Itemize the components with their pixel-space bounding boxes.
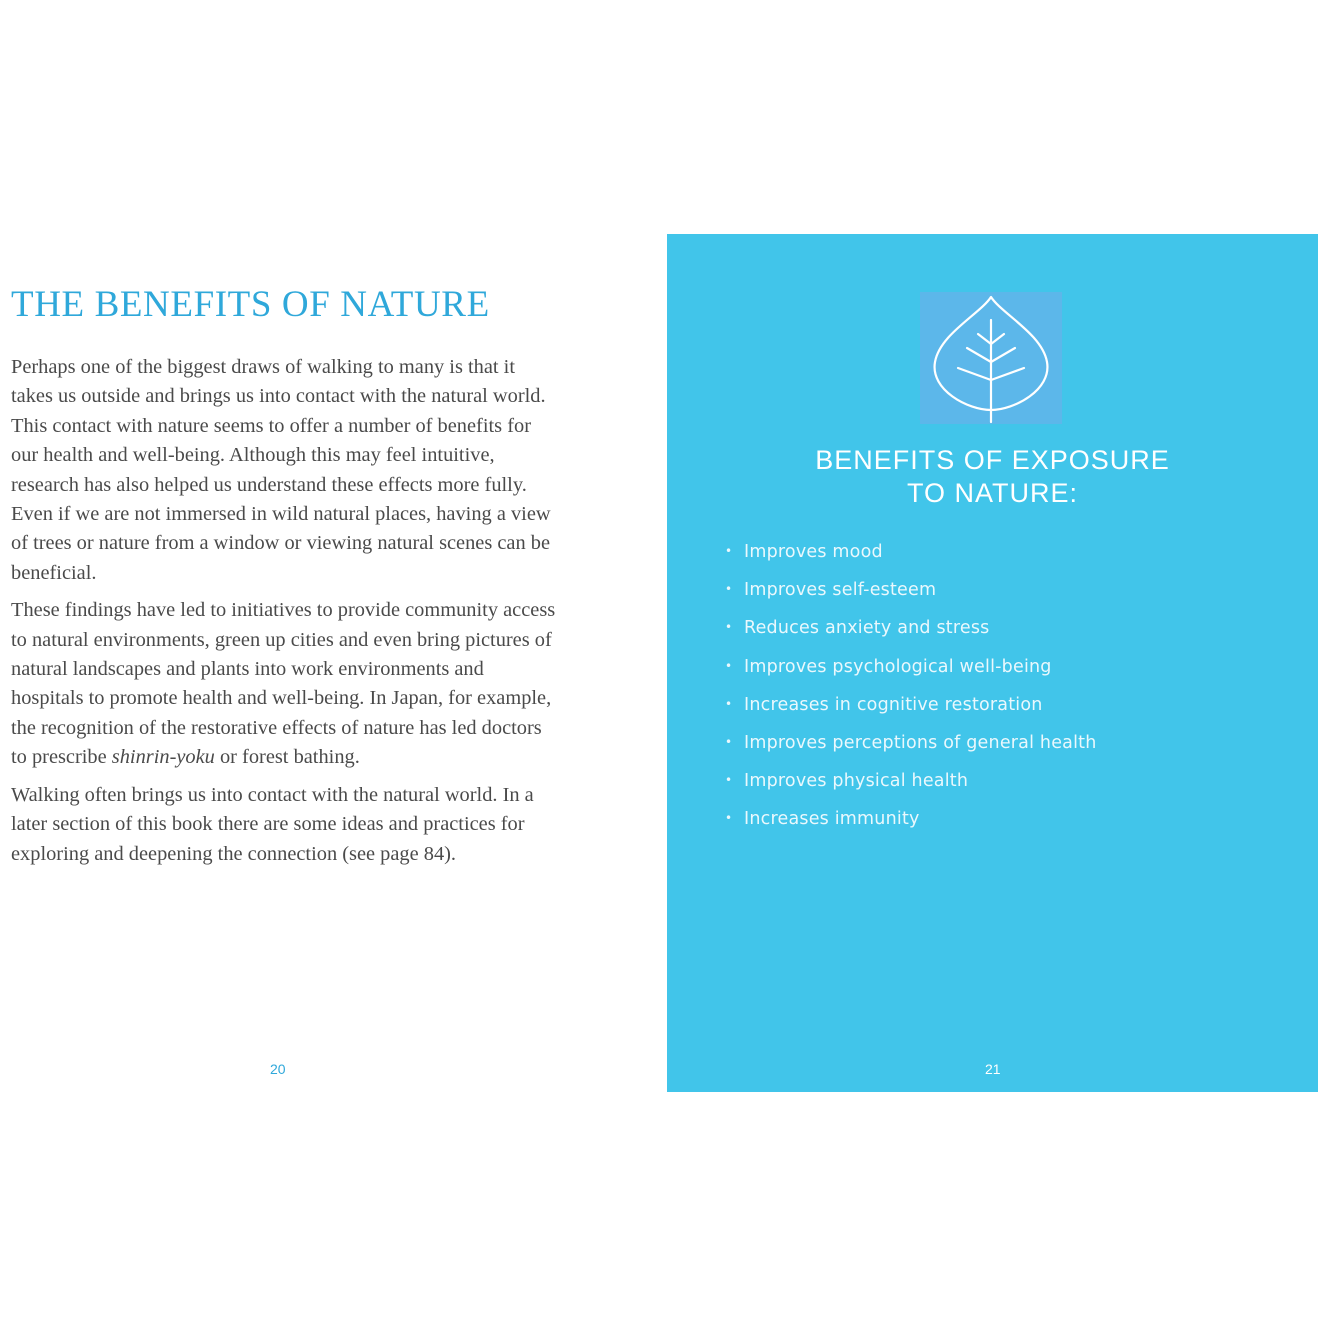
benefit-text: Improves physical health [744, 771, 969, 792]
page-heading: THE BENEFITS OF NATURE [11, 284, 490, 325]
page-number-right: 21 [985, 1061, 1001, 1077]
list-item [725, 733, 1097, 771]
benefit-text: Improves mood [744, 542, 883, 562]
panel-title-line-2: TO NATURE: [906, 478, 1078, 508]
list-item [725, 657, 1097, 695]
benefit-text: Improves self-esteem [744, 580, 937, 601]
bullet-icon: • [725, 582, 733, 597]
list-item [725, 695, 1097, 733]
paragraph-2-text-start: These findings have led to initiatives to provide community access to natural environments, green up cities and even bring pictures of natural landscapes and plants into work environments and hospitals to promote health and well-being. In Japan, for example, the recognition of the restorative effects of nature has led doctors to prescribe [11, 599, 556, 769]
bullet-icon: • [725, 811, 733, 826]
list-item [725, 771, 1097, 809]
benefit-text: Increases in cognitive restoration [744, 694, 1043, 715]
bullet-icon: • [725, 544, 733, 558]
bullet-icon: • [725, 696, 733, 711]
benefit-text: Improves psychological well-being [744, 656, 1052, 677]
bullet-icon: • [725, 773, 733, 788]
right-page-panel [667, 234, 1318, 1092]
page-number-left: 20 [270, 1061, 286, 1077]
panel-title [667, 444, 1318, 510]
list-item [725, 580, 1097, 618]
benefit-text: Reduces anxiety and stress [744, 618, 990, 639]
body-text [11, 353, 556, 877]
bullet-icon: • [725, 734, 733, 749]
leaf-icon [920, 292, 1062, 424]
list-item [725, 809, 1097, 847]
paragraph-1: Perhaps one of the biggest draws of walking to many is that it takes us outside and brings us into contact with the natural world. This contact with nature seems to offer a number of benefits for our health and well-being. Although this may feel intuitive, research has also helped us understand these effects more fully. Even if we are not immersed in wild natural places, having a view of trees or nature from a window or viewing natural scenes can be beneficial. [11, 356, 551, 584]
list-item [725, 542, 1097, 580]
bullet-icon: • [725, 620, 733, 635]
panel-title-line-1: BENEFITS OF EXPOSURE [815, 445, 1170, 475]
benefit-text: Improves perceptions of general health [744, 732, 1097, 753]
list-item [725, 618, 1097, 656]
benefits-list [725, 542, 1097, 848]
bullet-icon: • [725, 658, 733, 673]
benefit-text: Increases immunity [744, 809, 920, 830]
paragraph-2 [11, 596, 556, 772]
paragraph-2-text-end: or forest bathing. [214, 746, 360, 769]
paragraph-2-italic-term: shinrin-yoku [111, 746, 215, 769]
paragraph-3: Walking often brings us into contact with the natural world. In a later section of this book there are some ideas and practices for exploring and deepening the connection (see page 84). [11, 783, 534, 865]
